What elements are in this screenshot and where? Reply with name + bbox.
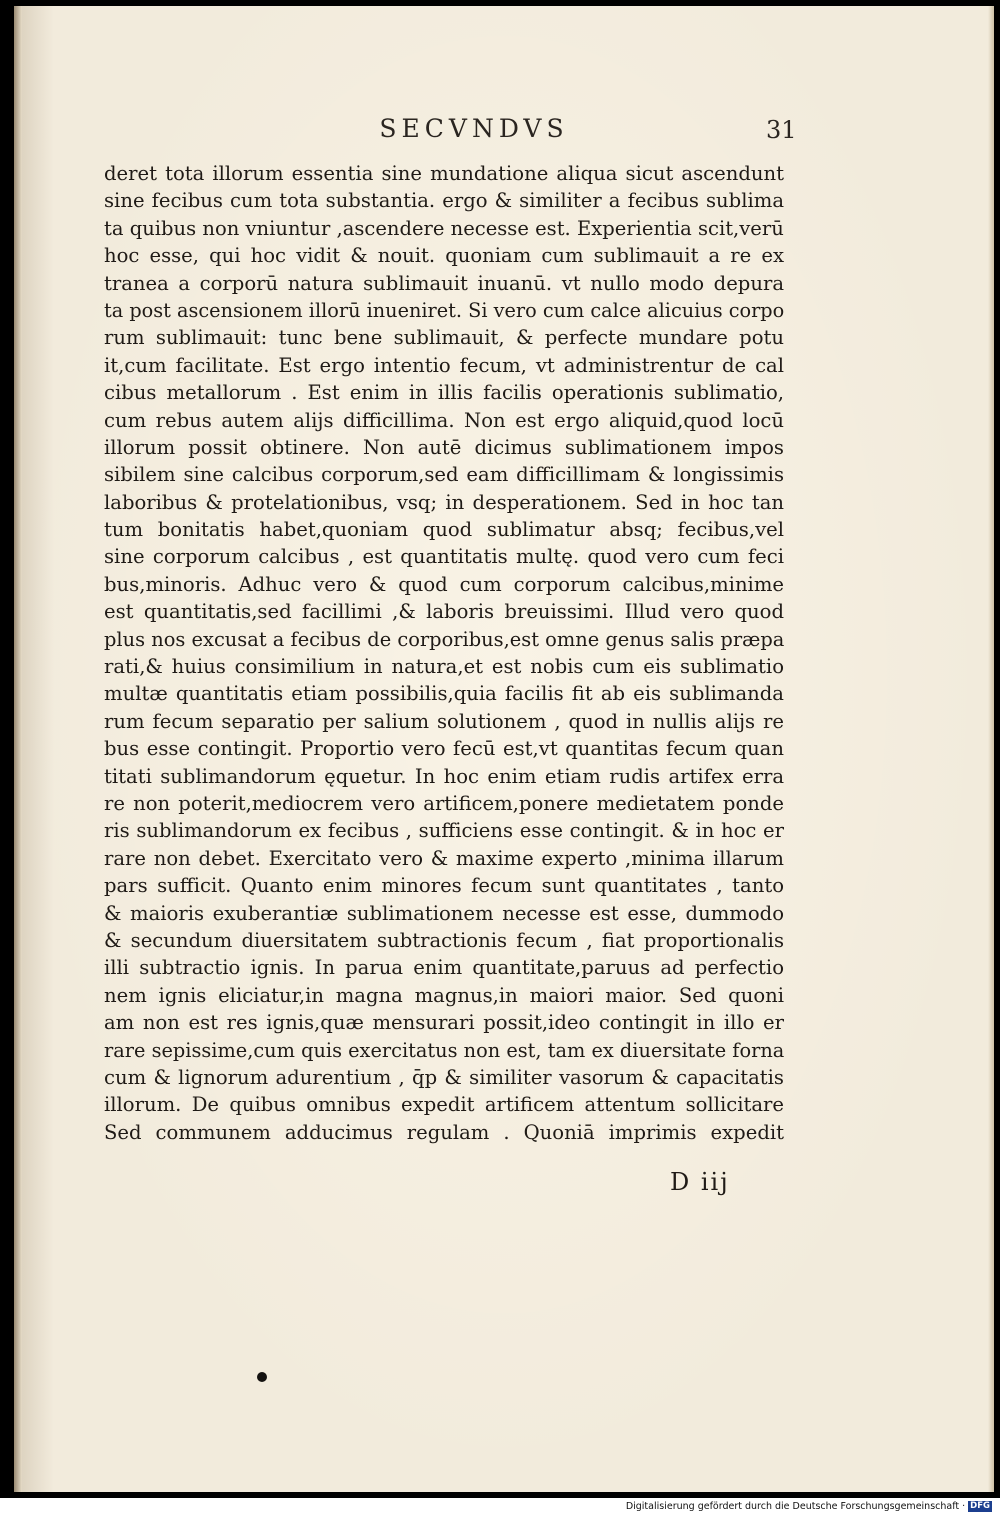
text-line: it,cum facilitate. Est ergo intentio fecum, vt administrentur de cal: [104, 353, 784, 377]
credit-text: Digitalisierung gefördert durch die Deutsche Forschungsgemeinschaft ·: [625, 1501, 966, 1512]
text-line: am non est res ignis,quæ mensurari possit,ideo contingit in illo er: [104, 1011, 784, 1035]
signature-mark: D iij: [670, 1168, 730, 1196]
text-line: ta quibus non vniuntur ,ascendere necesse est. Experientia scit,verū: [104, 216, 784, 240]
text-line: tranea a corporū natura sublimauit inuanū. vt nullo modo depura: [104, 271, 784, 295]
text-line: illorum. De quibus omnibus expedit artificem attentum sollicitare: [104, 1093, 784, 1117]
text-line: deret tota illorum essentia sine mundatione aliqua sicut ascendunt: [104, 162, 784, 185]
ink-dot: [257, 1372, 267, 1382]
text-line: titati sublimandorum ęquetur. In hoc enim etiam rudis artifex erra: [104, 764, 784, 788]
page-number: 31: [766, 116, 797, 144]
text-line: est quantitatis,sed facillimi ,& laboris breuissimi. Illud vero quod: [104, 600, 784, 624]
text-line: Sed communem adducimus regulam . Quoniā imprimis expedit: [104, 1120, 784, 1144]
text-line: & secundum diuersitatem subtractionis fecum , fiat proportionalis: [104, 928, 784, 952]
text-line: rati,& huius consimilium in natura,et est nobis cum eis sublimatio: [104, 655, 784, 679]
text-line: rum sublimauit: tunc bene sublimauit, & perfecte mundare potu: [104, 326, 784, 350]
text-line: rum fecum separatio per salium solutionem , quod in nullis alijs re: [104, 709, 784, 733]
text-line: rare non debet. Exercitato vero & maxime experto ,minima illarum: [104, 846, 784, 870]
text-line: sibilem sine calcibus corporum,sed eam difficillimam & longissimis: [104, 463, 784, 487]
text-line: pars sufficit. Quanto enim minores fecum sunt quantitates , tanto: [104, 874, 784, 898]
text-line: hoc esse, qui hoc vidit & nouit. quoniam cum sublimauit a re ex: [104, 244, 784, 268]
dfg-logo: DFG: [970, 1501, 990, 1511]
text-line: rare sepissime,cum quis exercitatus non est, tam ex diuersitate forna: [104, 1038, 785, 1062]
text-line: multæ quantitatis etiam possibilis,quia facilis fit ab eis sublimanda: [104, 682, 784, 706]
text-line: plus nos excusat a fecibus de corporibus,est omne genus salis præpa: [104, 627, 785, 651]
body-text: [104, 160, 784, 1146]
text-line: sine corporum calcibus , est quantitatis multę. quod vero cum feci: [104, 545, 784, 569]
running-title: SECVNDVS: [379, 114, 569, 143]
text-line: tum bonitatis habet,quoniam quod sublimatur absq; fecibus,vel: [104, 518, 784, 542]
text-line: illorum possit obtinere. Non autē dicimus sublimationem impos: [104, 435, 784, 459]
book-page: [14, 6, 994, 1492]
text-line: ris sublimandorum ex fecibus , sufficiens esse contingit. & in hoc er: [104, 819, 784, 843]
text-line: re non poterit,mediocrem vero artificem,ponere medietatem ponde: [104, 791, 784, 815]
text-line: nem ignis eliciatur,in magna magnus,in maiori maior. Sed quoni: [104, 983, 784, 1007]
text-line: cum rebus autem alijs difficillima. Non est ergo aliquid,quod locū: [104, 408, 784, 432]
text-line: cum & lignorum adurentium , q̄p & similiter vasorum & capacitatis: [104, 1065, 784, 1089]
text-line: ta post ascensionem illorū inueniret. Si vero cum calce alicuius corpo: [104, 298, 785, 322]
text-line: & maioris exuberantiæ sublimationem necesse est esse, dummodo: [104, 901, 784, 925]
text-line: bus,minoris. Adhuc vero & quod cum corporum calcibus,minime: [104, 572, 784, 596]
text-line: laboribus & protelationibus, vsq; in desperationem. Sed in hoc tan: [104, 490, 784, 514]
text-line: illi subtractio ignis. In parua enim quantitate,paruus ad perfectio: [104, 956, 784, 980]
text-line: cibus metallorum . Est enim in illis facilis operationis sublimatio,: [104, 381, 784, 405]
text-line: sine fecibus cum tota substantia. ergo & similiter a fecibus sublima: [104, 189, 784, 213]
digitization-credit: [626, 1500, 992, 1514]
text-line: bus esse contingit. Proportio vero fecū est,vt quantitas fecum quan: [104, 737, 784, 761]
